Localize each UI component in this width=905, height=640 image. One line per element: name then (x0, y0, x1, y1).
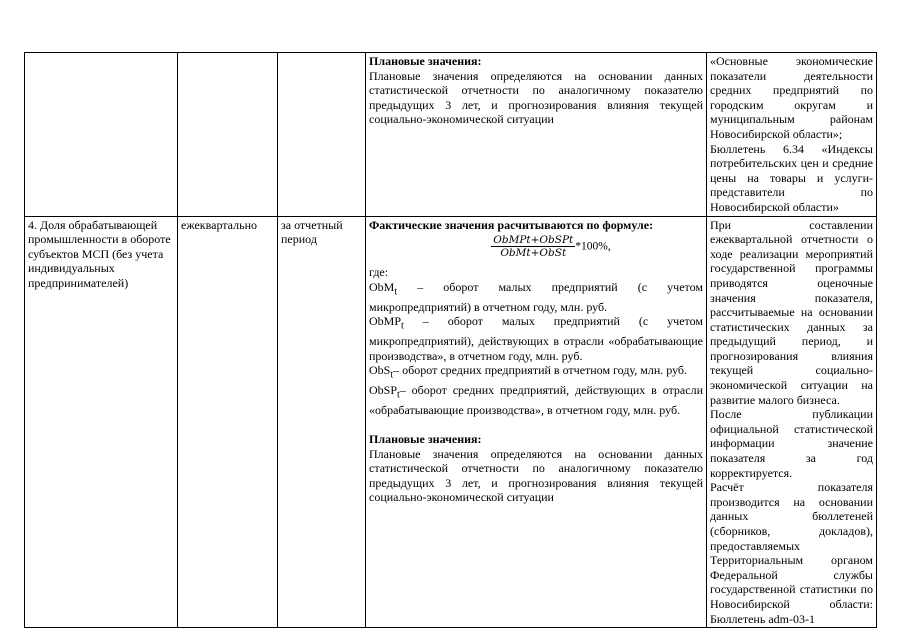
table-row (25, 216, 877, 628)
def-subscript: t (394, 286, 398, 298)
def-text: – оборот малых предприятий (с учетом микропредприятий), действующих в отрасли «обрабатывающие производства», в отчетном году, млн. руб. (369, 314, 703, 363)
definition (369, 383, 703, 418)
source-text: «Основные экономические показатели деятельности средних предприятий по городским округам и муниципальным районам Новосибирской области»; (710, 54, 873, 141)
source-cell (707, 53, 877, 217)
indicator-cell (25, 216, 178, 628)
indicator-name: 4. Доля обрабатывающей промышленности в обороте субъектов МСП (без учета индивидуальных предпринимателей) (28, 217, 171, 290)
fact-heading: Фактические значения расчитываются по формуле: (369, 217, 654, 232)
formula (399, 234, 703, 259)
def-subscript: t (401, 320, 404, 332)
spacer (369, 418, 703, 432)
formula-fraction (491, 234, 575, 259)
where-label: где: (369, 265, 389, 280)
def-symbol: ObSP (369, 383, 398, 398)
plan-text: Плановые значения определяются на основании данных статистической отчетности по аналогичному показателю предыдущих 3 лет, и прогнозирования влияния текущей социально-экономической ситуации (369, 446, 703, 505)
def-subscript: t (397, 389, 400, 401)
period-cell (278, 216, 366, 628)
plan-heading: Плановые значения: (369, 432, 482, 447)
periodicity-cell-empty (178, 53, 278, 217)
source-paragraph: После публикации официальной статистической информации значение показателя за год корректируется. (710, 407, 873, 480)
definition (369, 363, 703, 383)
definition (369, 314, 703, 363)
def-text: – оборот средних предприятий, действующих в отрасли «обрабатывающие производства», в отчетном году, млн. руб. (369, 383, 703, 418)
source-paragraph: Расчёт показателя производится на основании данных бюллетеней (сборников, докладов), предоставляемых Территориальным органом Федеральной службы государственной статистики по Новосибирской области: Бюллетень adm-03-1 (710, 480, 873, 626)
source-text-2: Бюллетень 6.34 «Индексы потребительских цен и средние цены на товары и услуги-представители по Новосибирской области» (710, 141, 873, 214)
definition (369, 280, 703, 315)
periodicity-value: ежеквартально (181, 217, 257, 232)
formula-denominator: ObMt+ObSt (500, 247, 567, 260)
period-cell-empty (278, 53, 366, 217)
def-text: – оборот средних предприятий в отчетном году, млн. руб. (393, 363, 688, 378)
def-symbol: ObS (369, 363, 391, 378)
formula-multiplier: *100%, (575, 240, 611, 253)
def-subscript: t (390, 369, 394, 381)
def-text: – оборот малых предприятий (с учетом микропредприятий) в отчетном году, млн. руб. (369, 279, 703, 314)
table-row (25, 53, 877, 217)
plan-text: Плановые значения определяются на основании данных статистической отчетности по аналогичному показателю предыдущих 3 лет, и прогнозирования влияния текущей социально-экономической ситуации (369, 68, 703, 127)
indicator-table (24, 52, 877, 628)
method-cell (366, 53, 707, 217)
formula-numerator: ObMPt+ObSPt (493, 234, 574, 247)
method-cell (366, 216, 707, 628)
periodicity-cell (178, 216, 278, 628)
source-cell (707, 216, 877, 628)
plan-heading: Плановые значения: (369, 54, 482, 68)
indicator-cell-empty (25, 53, 178, 217)
def-symbol: ObM (369, 279, 395, 294)
period-value: за отчетный период (281, 217, 343, 247)
source-paragraph: При составлении ежеквартальной отчетности о ходе реализации мероприятий государственной программы приводятся оценочные значения показателя, рассчитываемые на основании статистических данных за предыдущий период, и прогнозирования влияния текущей социально-экономической ситуации на развитие малого бизнеса. (710, 217, 873, 407)
def-symbol: ObMP (369, 314, 402, 329)
